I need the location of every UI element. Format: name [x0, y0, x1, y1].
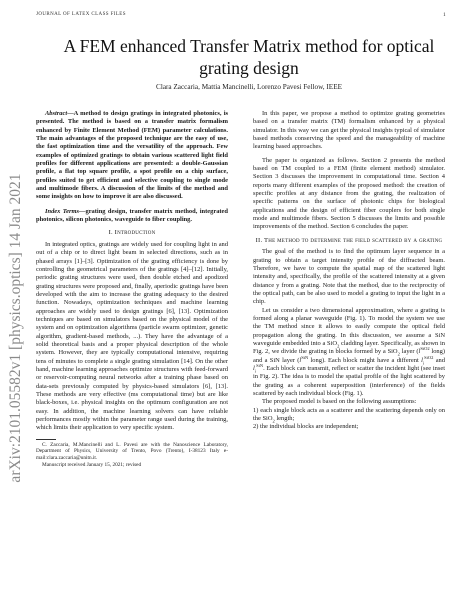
- right-column: [253, 110, 445, 432]
- page-number: 1: [443, 12, 446, 18]
- section-heading-method: II. The method to determine the field scattered by a grating: [255, 236, 443, 244]
- journal-header: JOURNAL OF LATEX CLASS FILES: [36, 12, 126, 17]
- author-list: Clara Zaccaria, Mattia Mancinelli, Lorenzo Pavesi Fellow, IEEE: [156, 83, 342, 91]
- footnote: [36, 442, 228, 468]
- paragraph-assumptions: The proposed model is based on the following assumptions:: [262, 398, 417, 406]
- footnote-rule: [36, 439, 56, 440]
- abstract: Abstract—A method to design gratings in integrated photonics, is presented. The method is based on a transfer matrix formalism enhanced by Finite Element Method (FEM) parameter calculations. The main advantages of the proposed technique are the easy of use, the fast optimization time and the versatility of the approach. Few examples of optimized gratings to obtain various scattered light field profiles for different applications are presented: a double-Gaussian profile, a flat top square profile, a spot profile on a chip surface, profiles suited to get efficient and selective coupling to single mode and multimode fibers. A discussion of the limits of the method and some insights on how to improve it are also discussed.: [36, 110, 228, 201]
- footnote-manuscript: Manuscript received January 15, 2021; revised: [42, 461, 142, 468]
- paragraph-organization: The paper is organized as follows. Section 2 presents the method based on TM coupled to a FEM (finite element method) simulator. Section 3 discusses the improvement in computational time. Section 4 reports many different examples of the proposed method: the creation of specific profiles at any distance from the grating, the realization of specific patterns on the surface of photonic chips for biological applications and the design of efficient fiber couplers for both single mode and multimode fibers. Section 5 discusses the limits and possible improvements of the method. Section 6 concludes the paper.: [253, 156, 445, 231]
- index-terms: Index Terms—grating design, transfer matrix method, integrated photonics, silicon photonics, waveguide to fiber coupling.: [36, 207, 228, 224]
- paper-title: A FEM enhanced Transfer Matrix method for optical grating design: [63, 36, 435, 78]
- left-column: [36, 110, 228, 468]
- assumption-item-2: 2) the individual blocks are independent;: [253, 423, 359, 431]
- intro-paragraph: In integrated optics, gratings are widely used for coupling light in and out of a chip or to direct light beam in selected directions, such as in phased arrays [1]–[3]. Optimization of the grating efficiency is done by controlling the geometrical parameters of the gratings [4]–[12]. Initially, periodic grating structures were used, then double etched and apodized grating structures were proposed and, finally, aperiodic gratings have been developed with the aim to increase the grating adequacy to the desired function. Nowadays, optimization techniques and machine learning approaches are widely used to design gratings [6], [13]. Optimization techniques are based on simulators based on the physical model of the system and on optimization algorithms (particle swarm optimizer, genetic algorithm, gradient-based methods, ...). They have the advantage of a solid theoretical basis and a proper physical description of the whole system. However, they are typically computational intensive, requiring tens of minutes to complete a single grating simulation [14]. On the other hand, machine learning approaches optimize structures with feed-forward or reservoir-computing neural networks after a training phase based on data-sets previously computed by physics-based simulators [6], [13]. These methods are very effective (ms computational time) but are like black-boxes, i.e. physical insights on the optimum configuration are not easy. In addition, the machine learning solvers can have reliable performances mostly within the parameter range used during the training, which limits their application to very specific system.: [36, 240, 228, 432]
- paragraph-goal: The goal of the method is to find the optimum layer sequence in a grating to obtain a target intensity profile of the diffracted beam. Therefore, we have to compute the spatial map of the scattered light intensity and, specifically, the profile of the scattered intensity at a given distance y from a grating. Note that the method, due to the reciprocity of the optical path, can be also used to model a grating to input the light in a chip.: [253, 248, 445, 306]
- footnote-affiliation: C. Zaccaria, M.Mancinelli and L. Pavesi are with the Nanoscience Laboratory, Department of Physics, University of Trento, Povo (Trento), I-38123 Italy e-mail:clara.zaccaria@unitn.it.: [36, 441, 228, 461]
- section-heading-introduction: I. Introduction: [108, 229, 156, 237]
- arxiv-stamp: arXiv:2101.05582v1 [physics.optics] 14 Jan 2021: [7, 173, 24, 483]
- paragraph-model: Let us consider a two dimensional approximation, where a grating is formed along a planar waveguide (Fig. 1). To model the system we use the TM method since it allows to easily compute the optical field propagation along the grating. In this discussion, we assume a SiN waveguide embedded into a SiO$_2$ cladding layer. Specifically, as shown in Fig. 2, we divide the grating in blocks formed by a SiO$_2$ layer ($l^{SiO2}$ long) and a SiN layer ($l^{SiN}$ long). Each block might have a different $l_i^{SiO2}$ and $l_i^{SiN}$. Each block can transmit, reflect or scatter the incident light (see inset in Fig. 2). The idea is to model the spatial profile of the light scattered by the grating as a coherent superposition (interference) of the fields scattered by each individual block (Fig. 1).: [253, 306, 446, 397]
- paragraph-proposal: In this paper, we propose a method to optimize grating geometries based on a transfer matrix (TM) formalism enhanced by a physical simulator. In this way we can get the physical insights typical of simulator based methods conserving the speed and the manageability of machine learning based approaches.: [253, 110, 445, 151]
- assumption-item-1: 1) each single block acts as a scatterer and the scattering depends only on the SiO$_2$ length;: [253, 406, 445, 424]
